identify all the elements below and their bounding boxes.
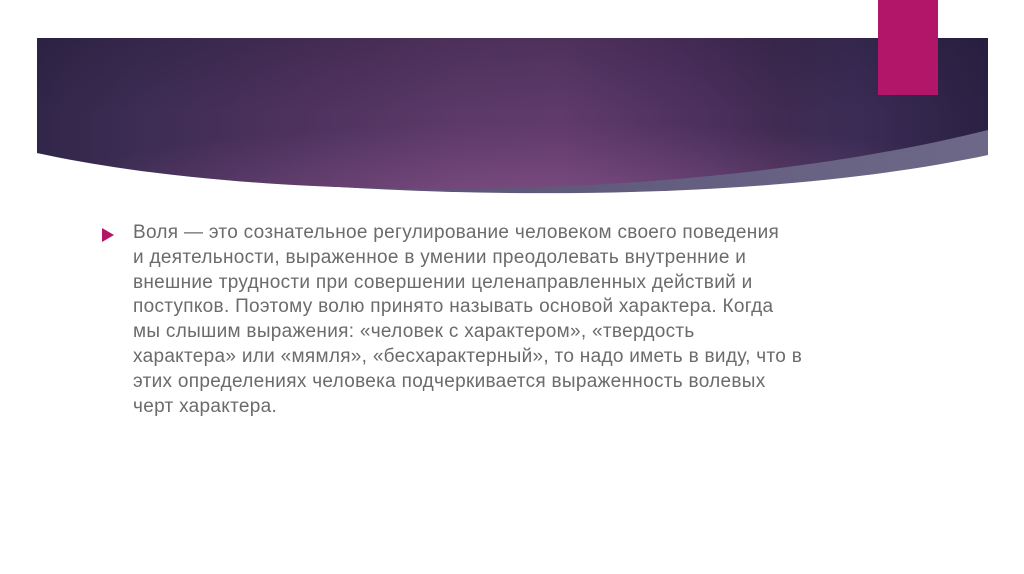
triangle-right-icon	[102, 228, 115, 242]
text-line: мы слышим выражения: «человек с характером», «твердость	[133, 321, 695, 343]
text-line: и деятельности, выраженное в умении преодолевать внутренние и	[133, 246, 747, 268]
text-line: внешние трудности при совершении целенаправленных действий и	[133, 271, 753, 293]
text-line: этих определениях человека подчеркивается выраженность волевых	[133, 370, 766, 392]
text-line: характера» или «мямля», «бесхарактерный», то надо иметь в виду, что в	[133, 345, 803, 367]
text-line: Воля — это сознательное регулирование человеком своего поведения	[133, 222, 780, 243]
text-line: черт характера.	[133, 395, 278, 417]
accent-rectangle	[878, 0, 938, 95]
bullet-item	[102, 221, 842, 419]
bullet-text	[133, 221, 842, 419]
text-line: поступков. Поэтому волю принято называть основой характера. Когда	[133, 296, 774, 318]
header-band	[0, 0, 1024, 230]
